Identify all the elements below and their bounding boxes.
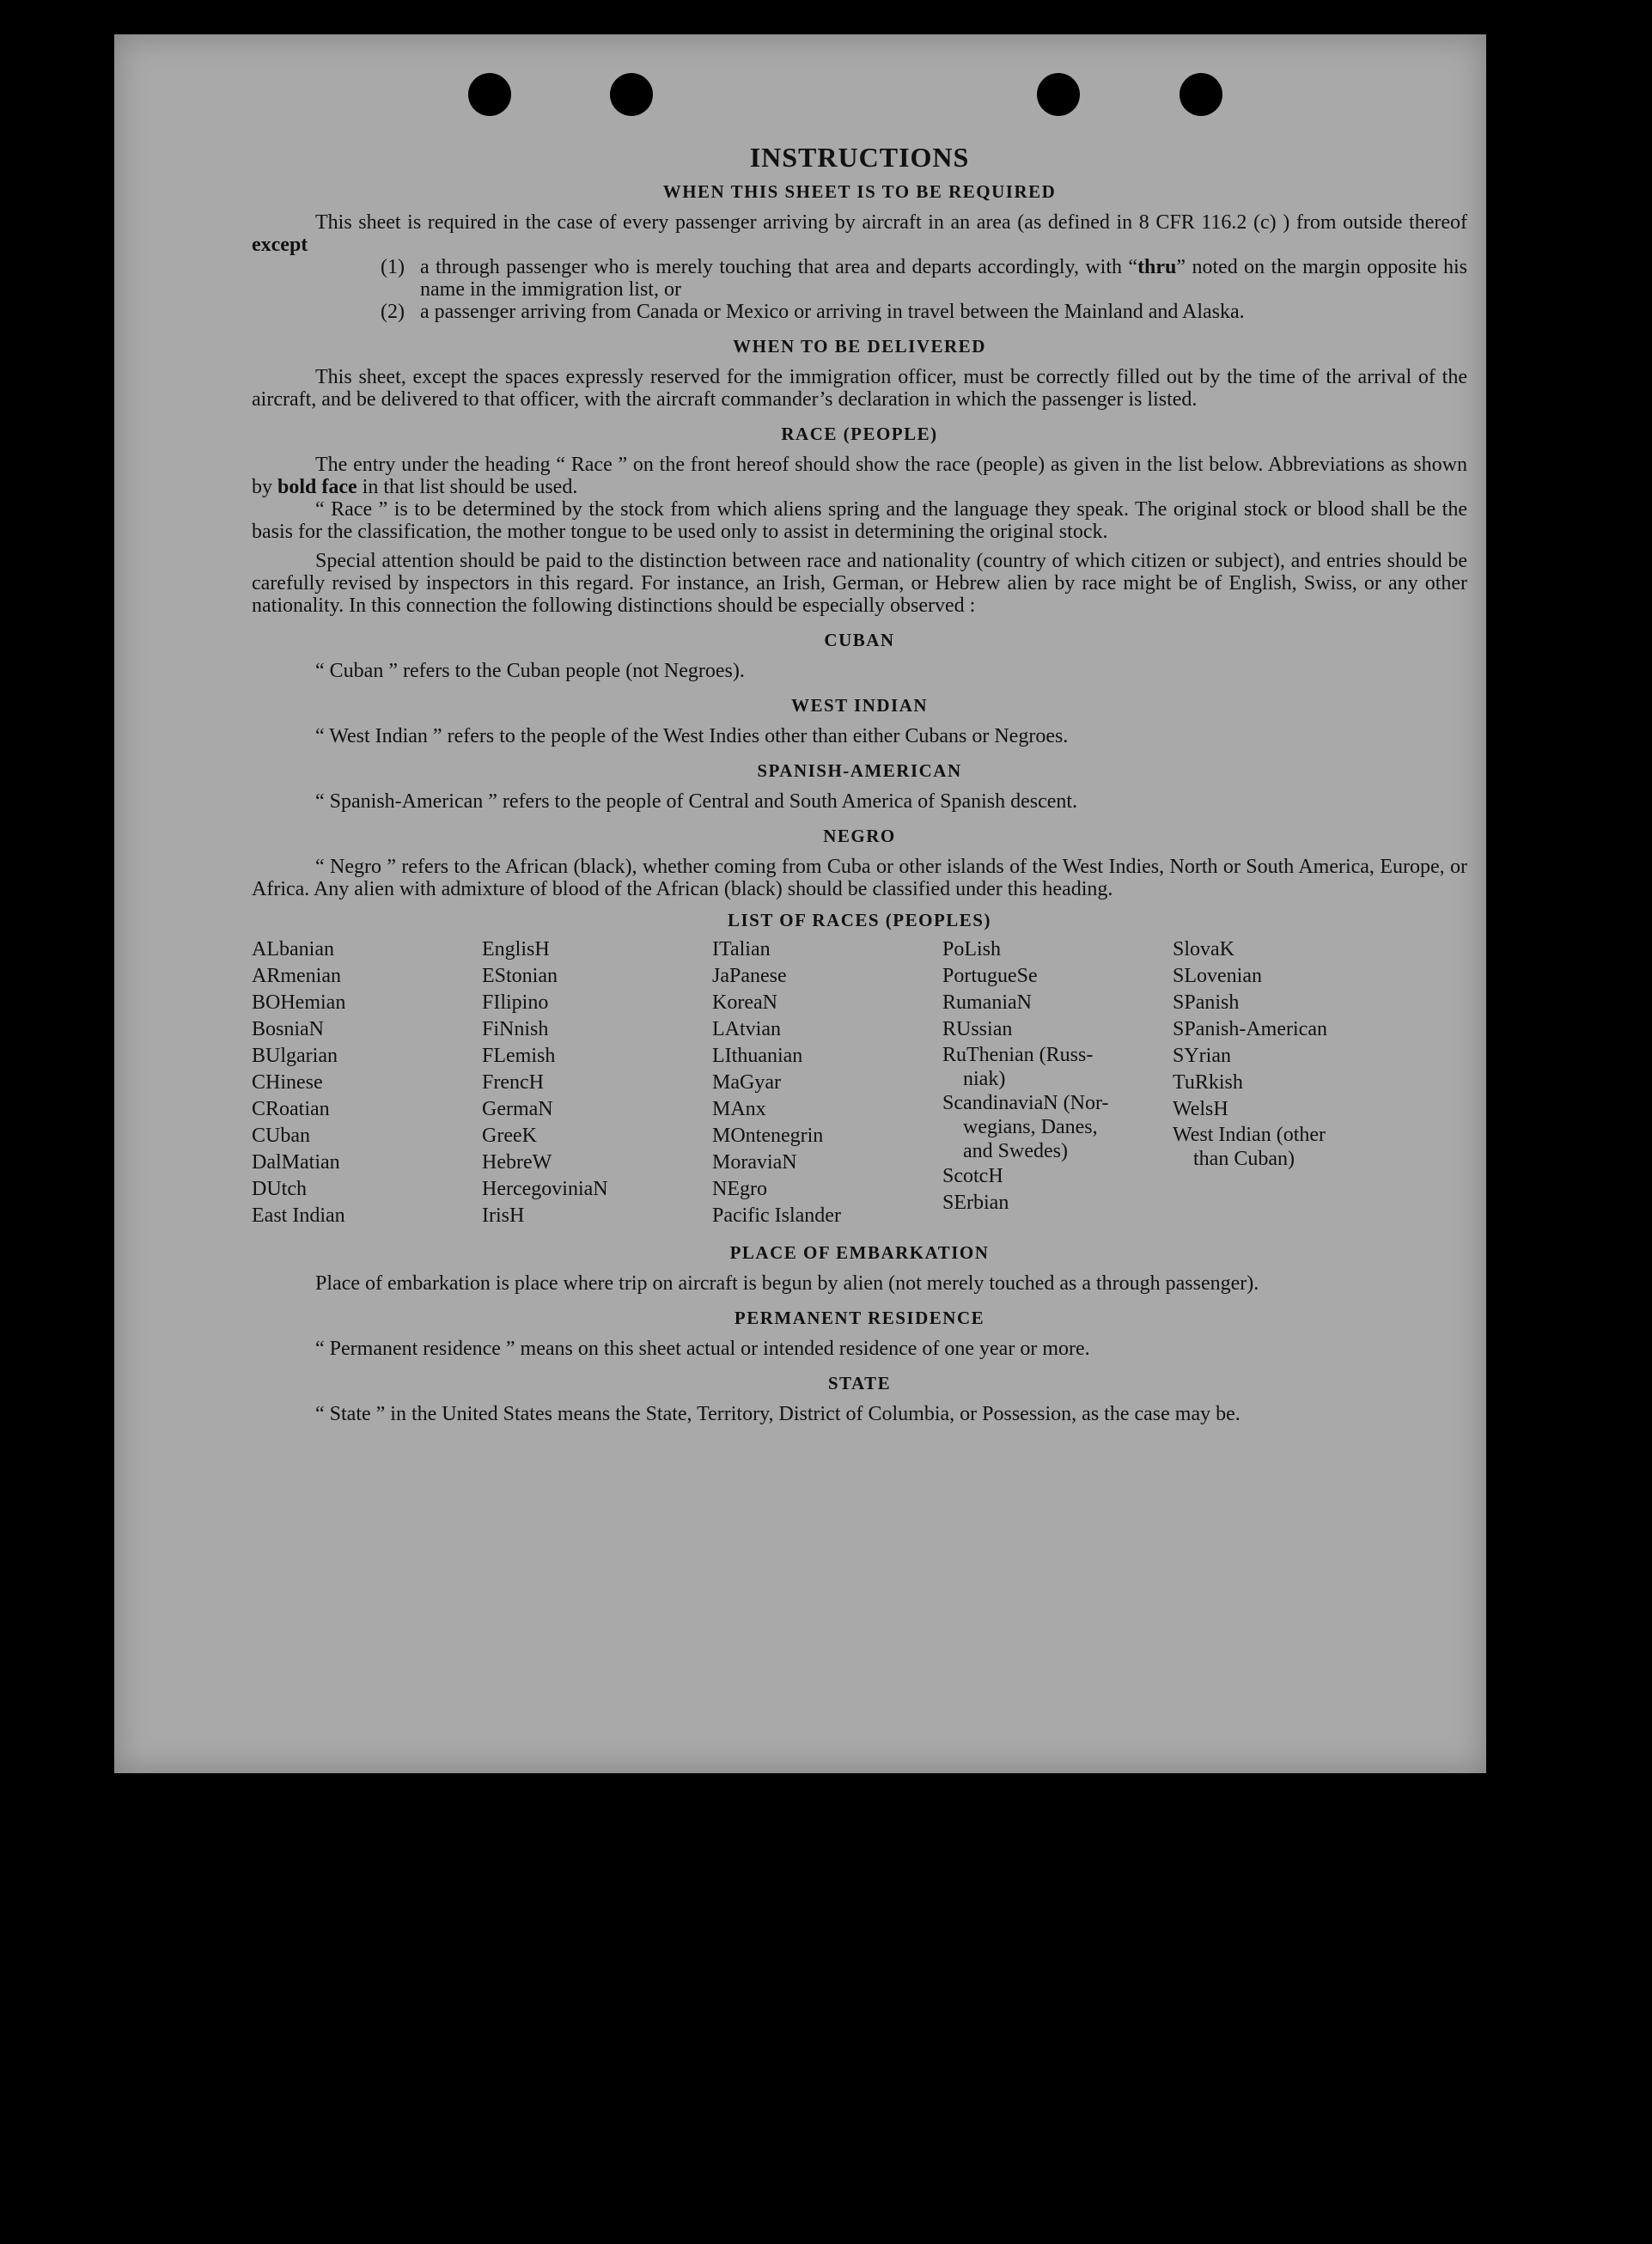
race-entry-continuation: wegians, Danes, [963, 1116, 1098, 1138]
race-entry: FIlipino [482, 991, 549, 1014]
race-entry: MoraviaN [712, 1151, 797, 1174]
spanish-american-text: “ Spanish-American ” refers to the people of Central and South America of Spanish descent. [315, 790, 1078, 813]
cuban-text: “ Cuban ” refers to the Cuban people (not Negroes). [315, 660, 745, 682]
race-entry: WelsH [1173, 1098, 1228, 1120]
race-entry-continuation: than Cuban) [1193, 1148, 1295, 1170]
race-entry: ScandinaviaN (Nor- [942, 1092, 1109, 1114]
race-entry: East Indian [252, 1204, 345, 1227]
race-entry: BUlgarian [252, 1045, 338, 1067]
race-entry: DUtch [252, 1178, 307, 1200]
heading-cuban: CUBAN [824, 630, 895, 650]
race-entry: RumaniaN [942, 991, 1032, 1014]
race-entry: ARmenian [252, 965, 341, 987]
race-entry-continuation: niak) [963, 1068, 1006, 1090]
race-entry: ALbanian [252, 938, 334, 960]
race-entry: FrencH [482, 1071, 544, 1094]
race-entry: Pacific Islander [712, 1204, 841, 1227]
race-entry: GreeK [482, 1125, 537, 1147]
races-column-2 [482, 936, 712, 1229]
races-column-5 [1173, 936, 1403, 1229]
delivered-text: This sheet, except the spaces expressly reserved for the immigration officer, must be correctly filled out by the time of the arrival of the aircraft, and be delivered to that officer, with the aircraft commander’s declaration in which the passenger is listed. [252, 366, 1467, 411]
race-entry: SPanish [1173, 991, 1240, 1014]
race-entry: LAtvian [712, 1018, 781, 1040]
heading-when-delivered: WHEN TO BE DELIVERED [733, 336, 986, 357]
race-entry: West Indian (other [1173, 1124, 1326, 1146]
heading-state: STATE [827, 1373, 892, 1393]
race-entry: BOHemian [252, 991, 346, 1014]
negro-text: “ Negro ” refers to the African (black), whether coming from Cuba or other islands of the West Indies, North or South America, Europe, or Africa. Any alien with admixture of blood of the African (black) should be classified under this heading. [252, 856, 1467, 900]
race-entry: FLemish [482, 1045, 556, 1067]
punch-hole [1180, 73, 1222, 116]
race-entry: FiNnish [482, 1018, 549, 1040]
race-paragraph-3: Special attention should be paid to the distinction between race and nationality (country of which citizen or subject), and entries should be carefully revised by inspectors in this regard. For instance, an Irish, German, or Hebrew alien by race might be of English, Swiss, or any other nationality. In this connection the following distinctions should be especially observed : [252, 550, 1467, 617]
race-entry: MaGyar [712, 1071, 781, 1094]
race-entry: GermaN [482, 1098, 553, 1120]
required-intro: This sheet is required in the case of every passenger arriving by aircraft in an area (as defined in 8 CFR 116.2 (c) ) from outside thereof except [252, 211, 1467, 256]
residence-text: “ Permanent residence ” means on this sheet actual or intended residence of one year or more. [315, 1338, 1090, 1360]
race-entry: BosniaN [252, 1018, 324, 1040]
race-entry: NEgro [712, 1178, 767, 1200]
punch-hole [610, 73, 653, 116]
race-entry: SPanish-American [1173, 1018, 1327, 1040]
race-paragraph-2: “ Race ” is to be determined by the stock from which aliens spring and the language they speak. The original stock or blood shall be the basis for the classification, the mother tongue to be used only to assist in determining the original stock. [252, 498, 1467, 543]
race-entry: HebreW [482, 1151, 552, 1174]
instructions-content [252, 142, 1467, 1425]
race-entry: RuThenian (Russ- [942, 1044, 1094, 1066]
race-entry: CRoatian [252, 1098, 330, 1120]
race-entry: EStonian [482, 965, 558, 987]
races-column-1 [252, 936, 482, 1229]
document-page [114, 34, 1486, 1773]
race-entry: JaPanese [712, 965, 787, 987]
required-item-2: (2) a passenger arriving from Canada or Mexico or arriving in travel between the Mainland and Alaska. [381, 301, 1245, 323]
race-entry: SErbian [942, 1192, 1009, 1214]
race-entry-continuation: and Swedes) [963, 1140, 1068, 1162]
race-entry: ITalian [712, 938, 771, 960]
race-entry: PoLish [942, 938, 1002, 960]
race-entry: DalMatian [252, 1151, 340, 1174]
race-entry: CUban [252, 1125, 310, 1147]
heading-when-required: WHEN THIS SHEET IS TO BE REQUIRED [662, 181, 1057, 202]
race-entry: HercegoviniaN [482, 1178, 608, 1200]
race-entry: CHinese [252, 1071, 323, 1094]
races-list [252, 936, 1467, 1229]
race-entry: MOntenegrin [712, 1125, 824, 1147]
race-entry: KoreaN [712, 991, 777, 1014]
race-entry: SlovaK [1173, 938, 1234, 960]
race-entry: MAnx [712, 1098, 766, 1120]
heading-list-of-races: LIST OF RACES (PEOPLES) [728, 910, 991, 930]
race-entry: RUssian [942, 1018, 1013, 1040]
heading-place-of-embarkation: PLACE OF EMBARKATION [729, 1242, 990, 1263]
races-column-3 [712, 936, 942, 1229]
punch-hole [1037, 73, 1080, 116]
embarkation-text: Place of embarkation is place where trip on aircraft is begun by alien (not merely touched as a through passenger). [315, 1272, 1259, 1295]
required-item-1: (1) a through passenger who is merely touching that area and departs accordingly, with “thru” noted on the margin opposite his name in the immigration list, or [381, 256, 1467, 301]
punch-hole [468, 73, 511, 116]
heading-west-indian: WEST INDIAN [790, 695, 929, 716]
race-entry: TuRkish [1173, 1071, 1243, 1094]
heading-permanent-residence: PERMANENT RESIDENCE [734, 1308, 985, 1328]
heading-spanish-american: SPANISH-AMERICAN [757, 760, 962, 781]
race-paragraph-1: The entry under the heading “ Race ” on the front hereof should show the race (people) as given in the list below. Abbreviations as shown by bold face in that list should be used. [252, 454, 1467, 498]
race-entry: PortugueSe [942, 965, 1038, 987]
race-entry: SYrian [1173, 1045, 1231, 1067]
page-title: INSTRUCTIONS [749, 142, 970, 173]
heading-race: RACE (PEOPLE) [781, 424, 938, 444]
race-entry: LIthuanian [712, 1045, 803, 1067]
race-entry: ScotcH [942, 1165, 1003, 1187]
race-entry: EnglisH [482, 938, 550, 960]
state-text: “ State ” in the United States means the State, Territory, District of Columbia, or Possession, as the case may be. [315, 1403, 1241, 1425]
heading-negro: NEGRO [823, 826, 896, 846]
races-column-4 [942, 936, 1173, 1229]
race-entry: SLovenian [1173, 965, 1262, 987]
race-entry: IrisH [482, 1204, 525, 1227]
west-indian-text: “ West Indian ” refers to the people of the West Indies other than either Cubans or Negroes. [315, 725, 1069, 747]
